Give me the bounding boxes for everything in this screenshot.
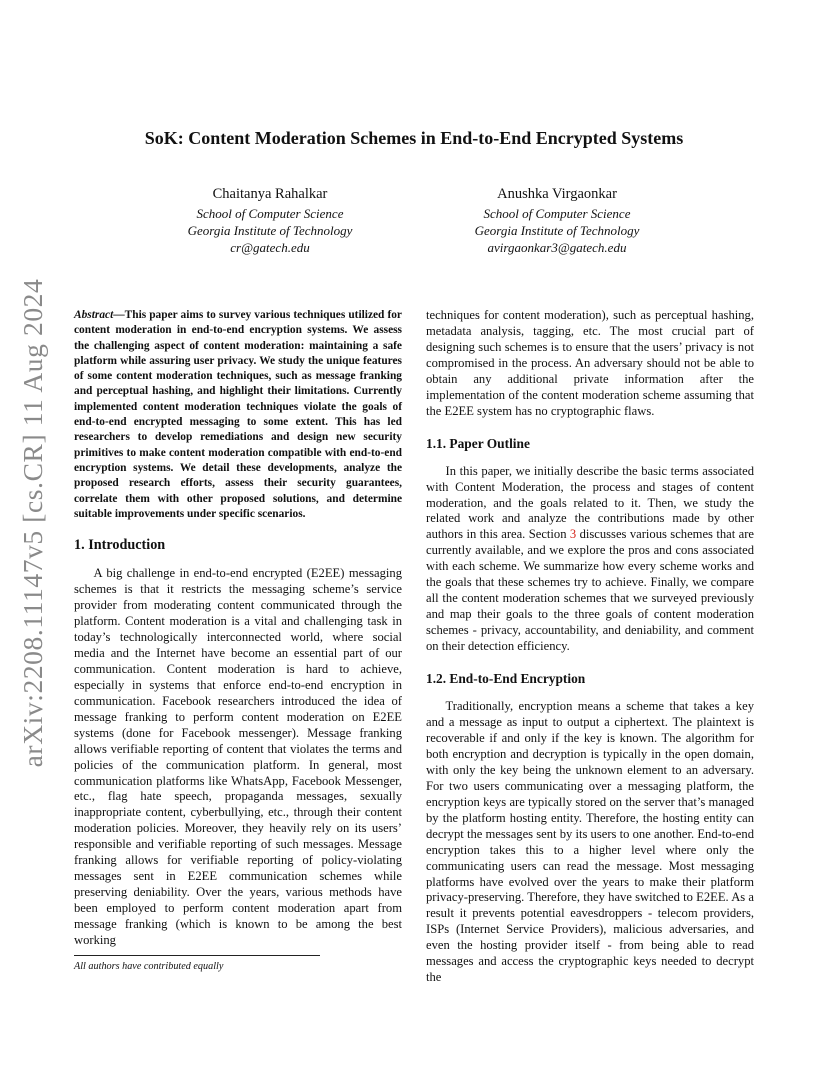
abstract bbox=[74, 308, 402, 522]
author-institution: Georgia Institute of Technology bbox=[187, 223, 353, 238]
intro-paragraph-continued: techniques for content moderation), such as perceptual hashing, metadata analysis, tagging, etc. The most crucial part of designing such schemes is to ensure that the users’ privacy is not compromised in the process. An adversary should not be able to obtain any additional private information after the implementation of the content moderation scheme assuming that the E2EE system has no cryptographic flaws. bbox=[426, 308, 754, 418]
author-email: avirgaonkar3@gatech.edu bbox=[487, 240, 627, 255]
left-column bbox=[74, 308, 402, 949]
right-column bbox=[426, 308, 754, 986]
author-school: School of Computer Science bbox=[196, 206, 344, 221]
arxiv-id-text: arXiv:2208.11147v5 [cs.CR] 11 Aug 2024 bbox=[17, 278, 48, 768]
author-block-1 bbox=[160, 186, 380, 256]
outline-text-b: discusses various schemes that are currently available, and we explore the pros and cons associated with each scheme. We summarize how every scheme works and the goals that these schemes try to achieve. Finally, we compare all the content moderation schemes that we surveyed previously and map their goals to the three goals of content moderation schemes - privacy, accountability, and deniability, and comment on their detection efficiency. bbox=[426, 527, 754, 654]
abstract-label: Abstract bbox=[74, 309, 114, 321]
section-heading-introduction: 1. Introduction bbox=[74, 537, 166, 554]
section-reference-link[interactable]: 3 bbox=[569, 527, 577, 542]
subsection-heading-e2ee: 1.2. End-to-End Encryption bbox=[426, 671, 586, 687]
author-school: School of Computer Science bbox=[483, 206, 631, 221]
author-name: Anushka Virgaonkar bbox=[497, 186, 617, 202]
footnote: All authors have contributed equally bbox=[74, 961, 224, 972]
author-institution: Georgia Institute of Technology bbox=[474, 223, 640, 238]
author-name: Chaitanya Rahalkar bbox=[212, 186, 328, 202]
author-email: cr@gatech.edu bbox=[230, 240, 310, 255]
paper-outline-paragraph bbox=[426, 464, 754, 655]
author-block-2 bbox=[447, 186, 667, 256]
outline-text-a: In this paper, we initially describe the basic terms associated with Content Moderation, the process and stages of content moderation, and the goals related to it. Then, we study the related work and analyze the contributions made by other authors in this area. Section bbox=[426, 463, 754, 542]
footnote-rule bbox=[74, 955, 320, 956]
subsection-heading-paper-outline: 1.1. Paper Outline bbox=[426, 435, 530, 451]
abstract-text: —This paper aims to survey various techniques utilized for content moderation in end-to-end encryption systems. We assess the challenging aspect of content moderation: maintaining a safe platform while assuring user privacy. We study the unique features of some content moderation techniques, such as message franking and perceptual hashing, and highlight their limitations. Currently implemented content moderation techniques violate the goals of end-to-end encrypted messaging to some extent. This has led researchers to develop remediations and design new security primitives to make content moderation compatible with end-to-end encryption systems. We detail these developments, analyze the proposed research efforts, assess their security guarantees, correlate them with other proposed solutions, and determine suitable improvements under specific scenarios. bbox=[74, 309, 402, 520]
paper-title: SoK: Content Moderation Schemes in End-to-End Encrypted Systems bbox=[144, 128, 684, 148]
arxiv-identifier bbox=[17, 278, 48, 768]
intro-paragraph: A big challenge in end-to-end encrypted (E2EE) messaging schemes is that it restricts the messaging scheme’s service provider from moderating content communicated through the platform. Content moderation is a vital and challenging task in today’s technologically interconnected world, where social media and the Internet have become an essential part of our communication. Content moderation is hard to achieve, especially in systems that enforce end-to-end encryption in communication. Facebook researchers introduced the idea of message franking to perform content moderation on E2EE systems (done for Facebook messenger). Message franking allows verifiable reporting of content that violates the terms and policies of the communication platform. In general, most communication platforms like WhatsApp, Facebook Messenger, etc., flag hate speech, propaganda messages, sexually inappropriate content, cyberbullying, etc., through their content moderation policies. Moreover, they heavily rely on its users’ responsible and verifiable reporting of such messages. Message franking allows for verifiable reporting of policy-violating messages sent in E2EE communication schemes while preserving deniability. Over the years, various methods have been employed to perform content moderation apart from message franking (which is known to be among the best working bbox=[74, 566, 402, 948]
e2ee-paragraph: Traditionally, encryption means a scheme that takes a key and a message as input to output a ciphertext. The plaintext is recoverable if and only if the key is known. The algorithm for both encryption and decryption is typically in the open domain, with only the key being the unknown element to an adversary. For two users communicating over a messaging platform, the encryption keys are typically stored on the server that’s managed by the platform hosting entity. Therefore, the hosting entity can decrypt the messages sent by its users to one another. End-to-end encryption takes this to a higher level where only the communicating users can read the message. Most messaging platforms have evolved over the years to make their platform privacy-preserving. Therefore, they have switched to E2EE. As a result it prevents potential eavesdroppers - telecom providers, ISPs (Internet Service Providers), malicious adversaries, and even the hosting provider itself - from being able to read messages and access the cryptographic keys needed to decrypt the bbox=[426, 699, 754, 985]
